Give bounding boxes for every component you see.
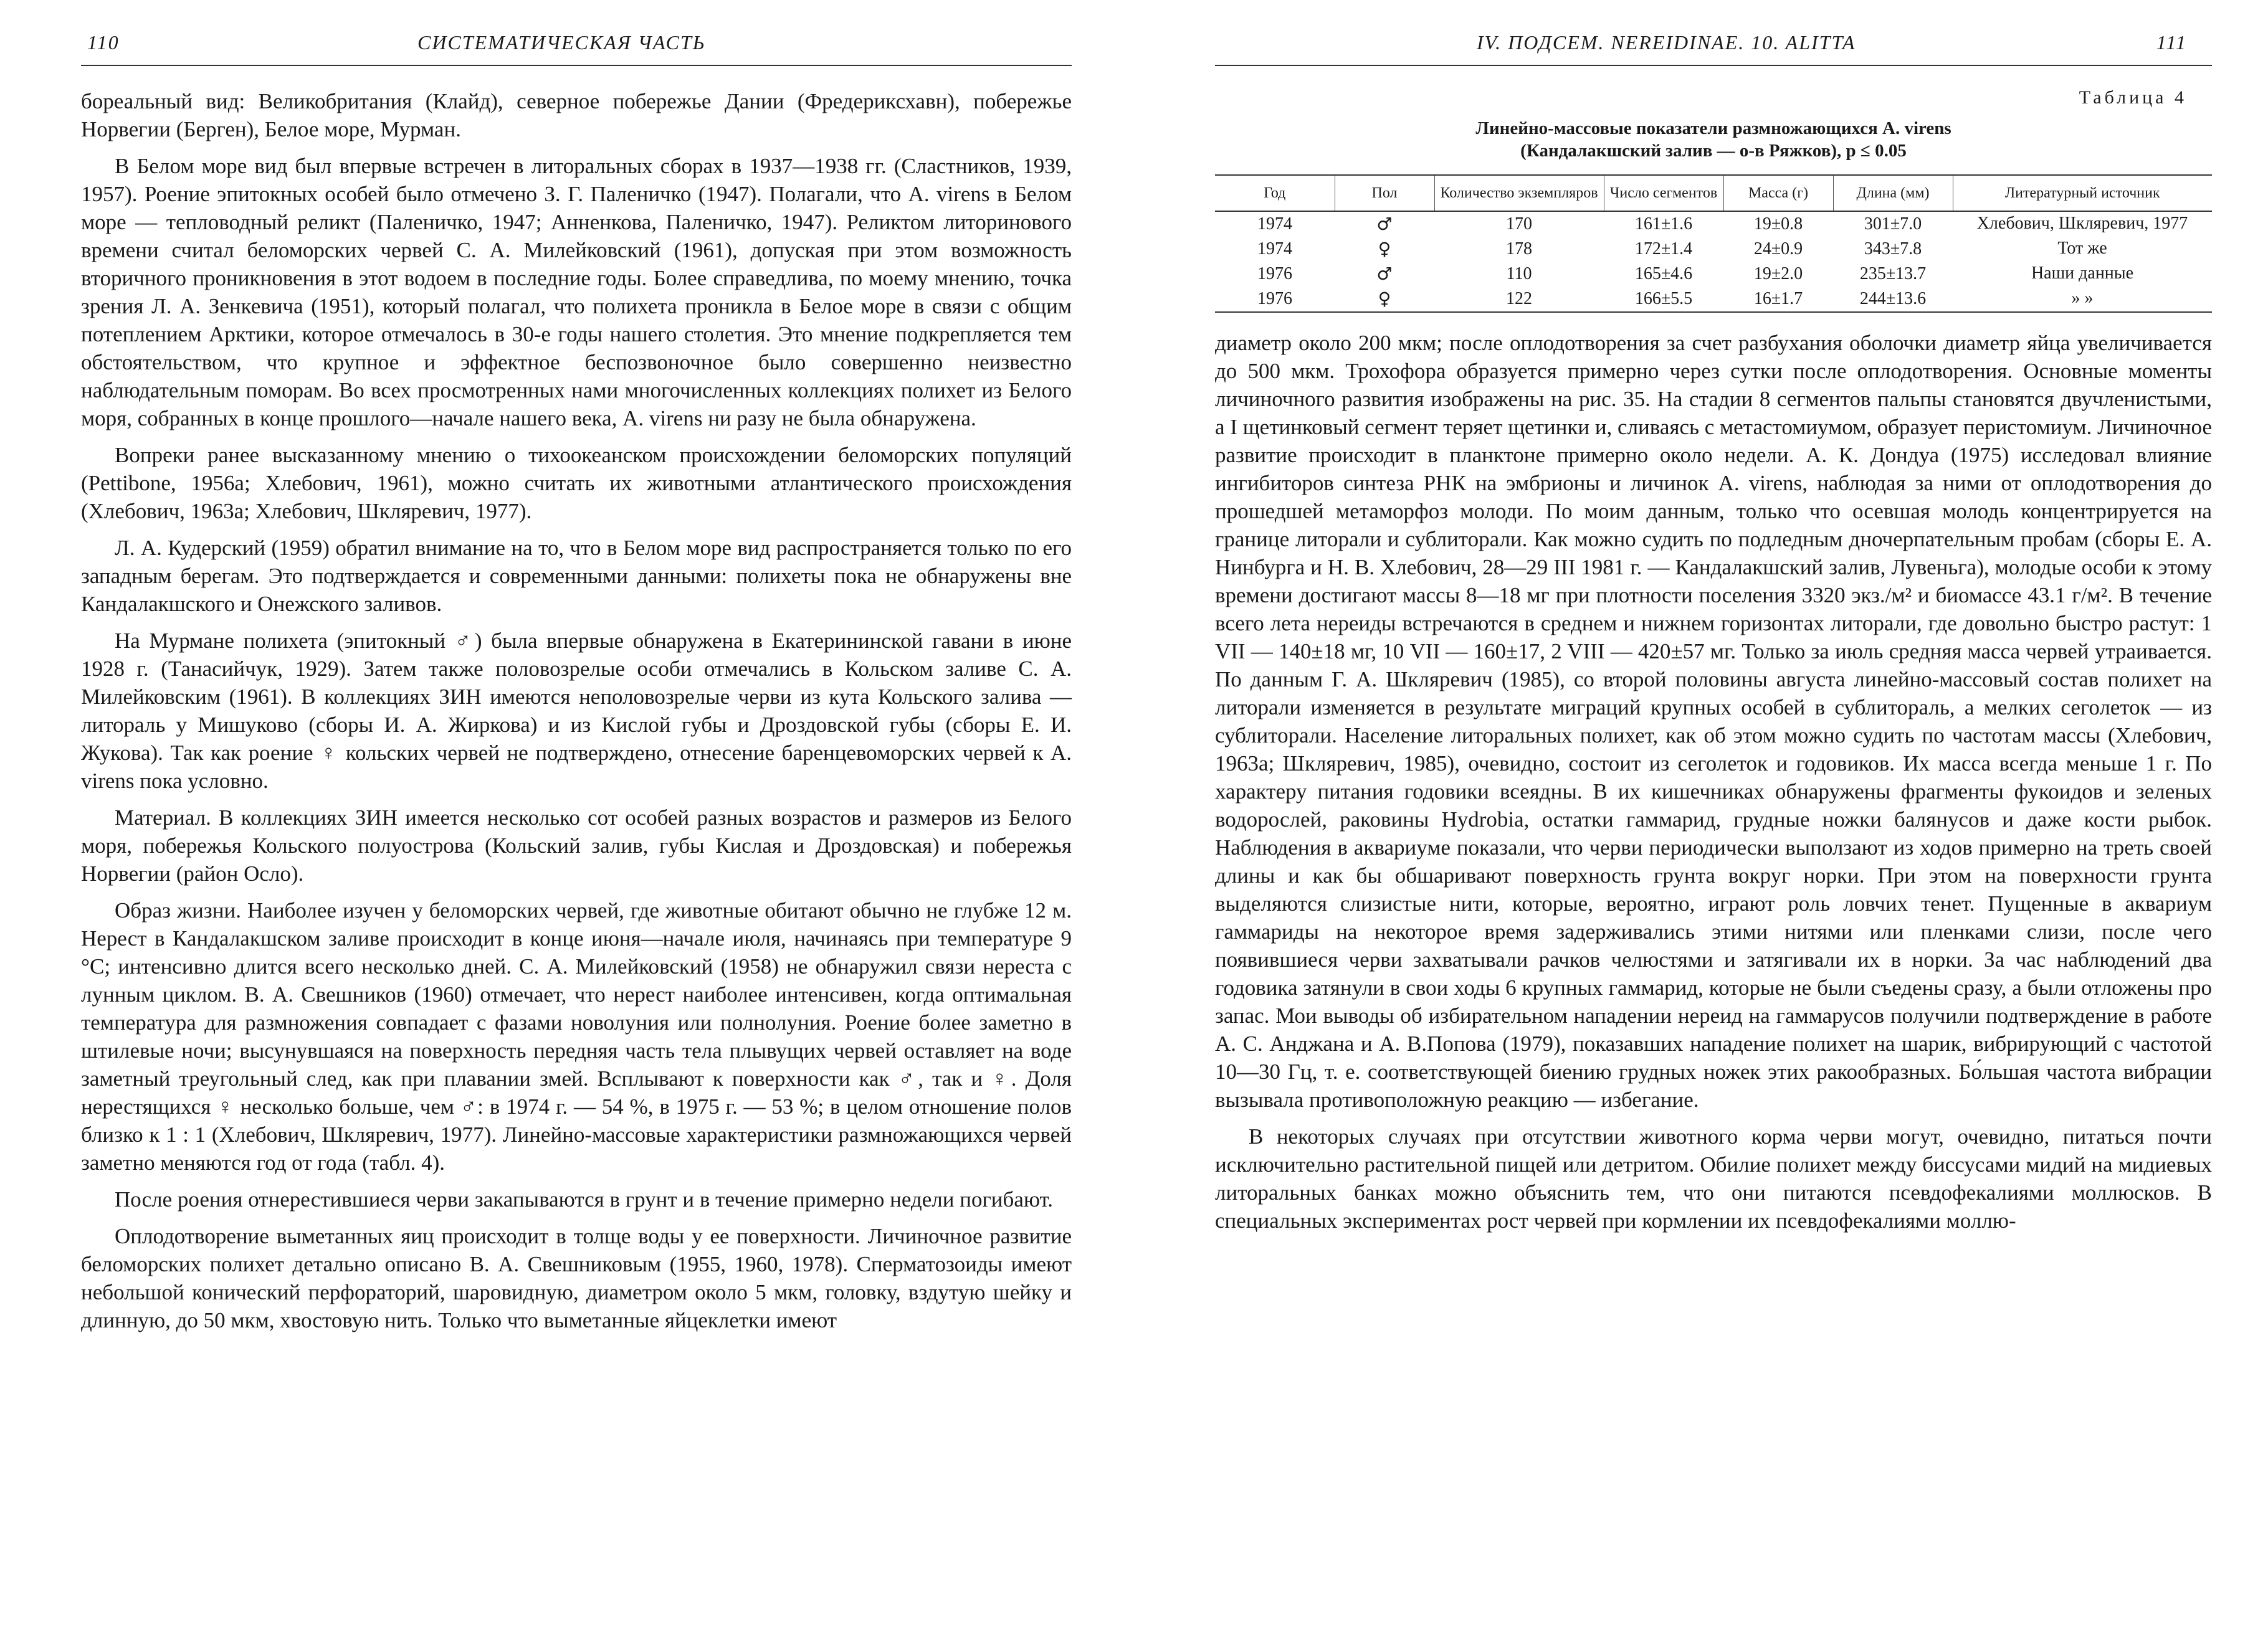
table-cell: 1974 xyxy=(1257,214,1292,234)
paragraph: Оплодотворение выметанных яиц происходит в толще воды у ее поверхности. Личиночное развитие беломорских полихет детально описано В. А. Свешниковым (1955, 1960, 1978). Сперматозоиды имеют небольшой конический перфораторий, шаровидную, диаметром около 5 мкм, головку, вздутую шейку и длинную, до 50 мкм, хвостовую нить. Только что выметанные яйцеклетки имеют xyxy=(81,1224,1072,1332)
table-cell: Хлебович, Шкляревич, 1977 xyxy=(1976,214,2188,233)
paragraph: В некоторых случаях при отсутствии животного корма черви могут, очевидно, питаться почти исключительно растительной пищей или детритом. Обилие полихет между биссусами мидий на мидиевых литоральных банках можно объяснить тем, что они питаются псевдофекалиями моллюсков. В специальных экспериментах рост червей при кормлении их псевдофекалиями моллю- xyxy=(1215,1124,2212,1233)
table-cell: 1976 xyxy=(1257,264,1292,283)
table-cell: ♀ xyxy=(1335,287,1434,312)
table-cell: 235±13.7 xyxy=(1859,264,1927,283)
header-cell: Литературный источник xyxy=(1953,175,2212,211)
table-cell: 166±5.5 xyxy=(1604,287,1723,312)
left-running-title: СИСТЕМАТИЧЕСКАЯ ЧАСТЬ xyxy=(417,31,706,54)
table-cell: 161±1.6 xyxy=(1634,214,1693,234)
paragraph: диаметр около 200 мкм; после оплодотворения за счет разбухания оболочки диаметр яйца увеличивается до 500 мкм. Трохофора образуется примерно через сутки после оплодотворения. Основные моменты личиночного развития изображены на рис. 35. На стадии 8 сегментов пальпы становятся двучленистыми, а I щетинковый сегмент теряет щетинки и, сливаясь с метастомиумом, образует перистомиум. Личиночное развитие происходит в планктоне примерно около недели. А. К. Дондуа (1975) исследовал влияние ингибиторов синтеза РНК на эмбрионы и личинок A. virens, наблюдая за ними от оплодотворения до прошедшей метаморфоз молоди. По моим данным, только что осевшая молодь концентрируется на границе литорали и сублиторали. Как можно судить по подледным дночерпательным пробам (сборы Е. А. Нинбурга и Н. В. Хлебович, 28—29 III 1981 г. — Кандалакшский залив, Лувеньга), молодые особи к этому времени достигают массы 8—18 мг при плотности поселения 3320 экз./м² и биомассе 43.1 г/м². В течение всего лета нереиды встречаются в среднем и нижнем горизонтах литорали, где довольно быстро растут: 1 VII — 140±18 мг, 10 VII — 160±17, 2 VIII — 420±57 мг. Только за июль средняя масса червей утраивается. По данным Г. А. Шкляревич (1985), со второй половины августа линейно-массовый состав полихет на литорали изменяется в результате миграций крупных особей в сублитораль, а мелких сеголеток — из сублиторали. Население литоральных полихет, как об этом можно судить по частотам массы (Хлебович, 1963а; Шкляревич, 1985), очевидно, состоит из сеголеток и годовиков. Их масса всегда меньше 1 г. По характеру питания годовики всеядны. В их кишечниках обнаружены фрагменты фукоидов и зеленых водорослей, раковины Hydrobia, остатки гаммарид, грудные ножки балянусов и даже кости рыбок. Наблюдения в аквариуме показали, что черви периодически выползают из ходов примерно на треть своей длины и как бы обшаривают поверхность грунта вокруг норки. При этом на поверхности грунта выделяются слизистые нити, которые, вероятно, играют роль ловчих тенет. Пущенные в аквариум гаммариды на некоторое время задерживались этими нитями или пленками слизи, после чего появившиеся черви захватывали рачков челюстями и затягивали их в норки. За час наблюдений два годовика затянули в свои ходы 6 крупных гаммарид, которые не были съедены сразу, а были отложены про запас. Мои выводы об избирательном нападении нереид на гаммарусов получили подтверждение в работе А. С. Анджана и А. В.Попова (1979), показавших нападение полихет на шарик, вибрирующий с частотой 10—30 Гц, т. е. соответствующей биению грудных ножек этих ракообразных. Бо́льшая частота вибрации вызывала противоположную реакцию — избегание. xyxy=(1215,331,2212,1112)
table-row xyxy=(1215,287,2212,312)
paragraph: Материал. В коллекциях ЗИН имеется несколько сот особей разных возрастов и размеров из Белого моря, побережья Кольского полуострова (Кольский залив, губы Кислая и Дроздовская) и побережья Норвегии (район Осло). xyxy=(81,805,1072,886)
paragraph: Образ жизни. Наиболее изучен у беломорских червей, где животные обитают обычно не глубже 12 м. Нерест в Кандалакшском заливе происходит в конце июня—начале июля, начинаясь при температуре 9 °С; интенсивно длится всего несколько дней. С. А. Милейковский (1958) не обнаружил связи нереста с лунным циклом. В. А. Свешников (1960) отмечает, что нерест наиболее интенсивен, когда оптимальная температура для размножения совпадает с фазами новолуния или полнолуния. Роение более заметно в штилевые ночи; высунувшаяся на поверхность передняя часть тела плывущих червей оставляет на воде заметный треугольный след, как при плавании змей. Всплывают к поверхности как ♂, так и ♀. Доля нерестящихся ♀ несколько больше, чем ♂: в 1974 г. — 54 %, в 1975 г. — 53 %; в целом отношение полов близко к 1 : 1 (Хлебович, Шкляревич, 1977). Линейно-массовые характеристики размножающихся червей заметно меняются год от года (табл. 4). xyxy=(81,898,1072,1175)
table-cell: 1976 xyxy=(1215,287,1335,312)
table-cell: 301±7.0 xyxy=(1864,214,1922,234)
header-cell: Длина (мм) xyxy=(1833,175,1953,211)
left-page-number: 110 xyxy=(87,31,120,54)
table-cell: ♂ xyxy=(1376,263,1393,284)
table-cell: 244±13.6 xyxy=(1833,287,1953,312)
table-cell: ♀ xyxy=(1378,239,1391,259)
left-page xyxy=(81,25,1072,1620)
header-cell: Год xyxy=(1215,175,1335,211)
table-cell: 343±7.8 xyxy=(1864,239,1922,259)
table-cell: 24±0.9 xyxy=(1753,239,1803,259)
header-cell: Пол xyxy=(1335,175,1434,211)
table-cell: 170 xyxy=(1506,214,1532,234)
table-cell: 165±4.6 xyxy=(1634,264,1693,283)
table-cell: Наши данные xyxy=(2031,263,2134,283)
paragraph: В Белом море вид был впервые встречен в литоральных сборах в 1937—1938 гг. (Сластников, 1939, 1957). Роение эпитокных особей было отмечено З. Г. Паленичко (1947). Полагали, что A. virens в Белом море — тепловодный реликт (Паленичко, 1947; Анненкова, Паленичко, 1947). Реликтом литоринового времени считал беломорских червей С. А. Милейковский (1961), допуская при этом возможность вторичного проникновения в этот водоем в последние годы. Более справедлива, по моему мнению, точка зрения Л. А. Зенкевича (1951), который полагал, что полихета проникла в Белое море в связи с общим потеплением Арктики, которое отмечалось в 30-е годы нашего столетия. Это мнение подкрепляется тем обстоятельством, что крупное и эффектное беспозвоночное было совершенно неизвестно наблюдательным поморам. Во всех просмотренных нами многочисленных коллекциях полихет из Белого моря, собранных в конце прошлого—начале нашего века, A. virens ни разу не была обнаружена. xyxy=(81,154,1072,430)
right-page-number: 111 xyxy=(2156,31,2187,54)
table-cell: » » xyxy=(1953,287,2212,312)
table-label: Таблица 4 xyxy=(2079,87,2187,108)
header-cell: Количество экземпляров xyxy=(1434,175,1604,211)
paragraph: бореальный вид: Великобритания (Клайд), северное побережье Дании (Фредериксхавн), побережье Норвегии (Берген), Белое море, Мурман. xyxy=(81,89,1072,141)
paragraph: После роения отнерестившиеся черви закапываются в грунт и в течение примерно недели погибают. xyxy=(115,1187,1053,1212)
right-page xyxy=(1215,25,2212,1620)
table-cell: 122 xyxy=(1434,287,1604,312)
table-cell: 172±1.4 xyxy=(1634,239,1693,259)
table-row xyxy=(1215,211,2212,237)
right-running-header xyxy=(1215,25,2212,66)
table-cell: 19±2.0 xyxy=(1753,264,1803,283)
paragraph: Л. А. Кудерский (1959) обратил внимание на то, что в Белом море вид распространяется только по его западным берегам. Это подтверждается и современными данными: полихеты пока не обнаружены вне Кандалакшского и Онежского заливов. xyxy=(81,536,1072,616)
table-caption xyxy=(1215,117,2212,162)
table-row xyxy=(1215,262,2212,287)
table-cell: 19±0.8 xyxy=(1753,214,1803,234)
table-cell: 1974 xyxy=(1257,239,1292,259)
table-cell: 178 xyxy=(1506,239,1532,259)
table-row xyxy=(1215,237,2212,262)
table-header-row xyxy=(1215,175,2212,211)
paragraph: Вопреки ранее высказанному мнению о тихоокеанском происхождении беломорских популяций (Pettibone, 1956а; Хлебович, 1961), можно считать их животными атлантического происхождения (Хлебович, 1963а; Хлебович, Шкляревич, 1977). xyxy=(81,443,1072,523)
right-running-title: IV. ПОДСЕМ. NEREIDINAE. 10. ALITTA xyxy=(1477,31,1856,54)
left-running-header xyxy=(81,25,1072,66)
table-cell: ♂ xyxy=(1376,214,1393,234)
header-cell: Масса (г) xyxy=(1723,175,1833,211)
table-cell: Тот же xyxy=(2057,239,2107,258)
header-cell: Число сегментов xyxy=(1604,175,1723,211)
paragraph: На Мурмане полихета (эпитокный ♂) была впервые обнаружена в Екатерининской гавани в июне 1928 г. (Танасийчук, 1929). Затем также половозрелые особи отмечались в Кольском заливе С. А. Милейковским (1961). В коллекциях ЗИН имеются неполовозрелые черви из кута Кольского залива — литораль у Мишуково (сборы И. А. Жиркова) и из Кислой губы и Дроздовской губы (сборы Е. И. Жукова). Так как роение ♀ кольских червей не подтверждено, отнесение баренцевоморских червей к A. virens пока условно. xyxy=(81,629,1072,793)
data-table xyxy=(1215,174,2212,313)
table-caption-line: (Кандалакшский залив — о-в Ряжков), p ≤ 0.05 xyxy=(1520,141,1907,161)
table-caption-line: Линейно-массовые показатели размножающихся A. virens xyxy=(1475,118,1951,138)
table-cell: 16±1.7 xyxy=(1723,287,1833,312)
table-cell: 110 xyxy=(1506,264,1532,283)
